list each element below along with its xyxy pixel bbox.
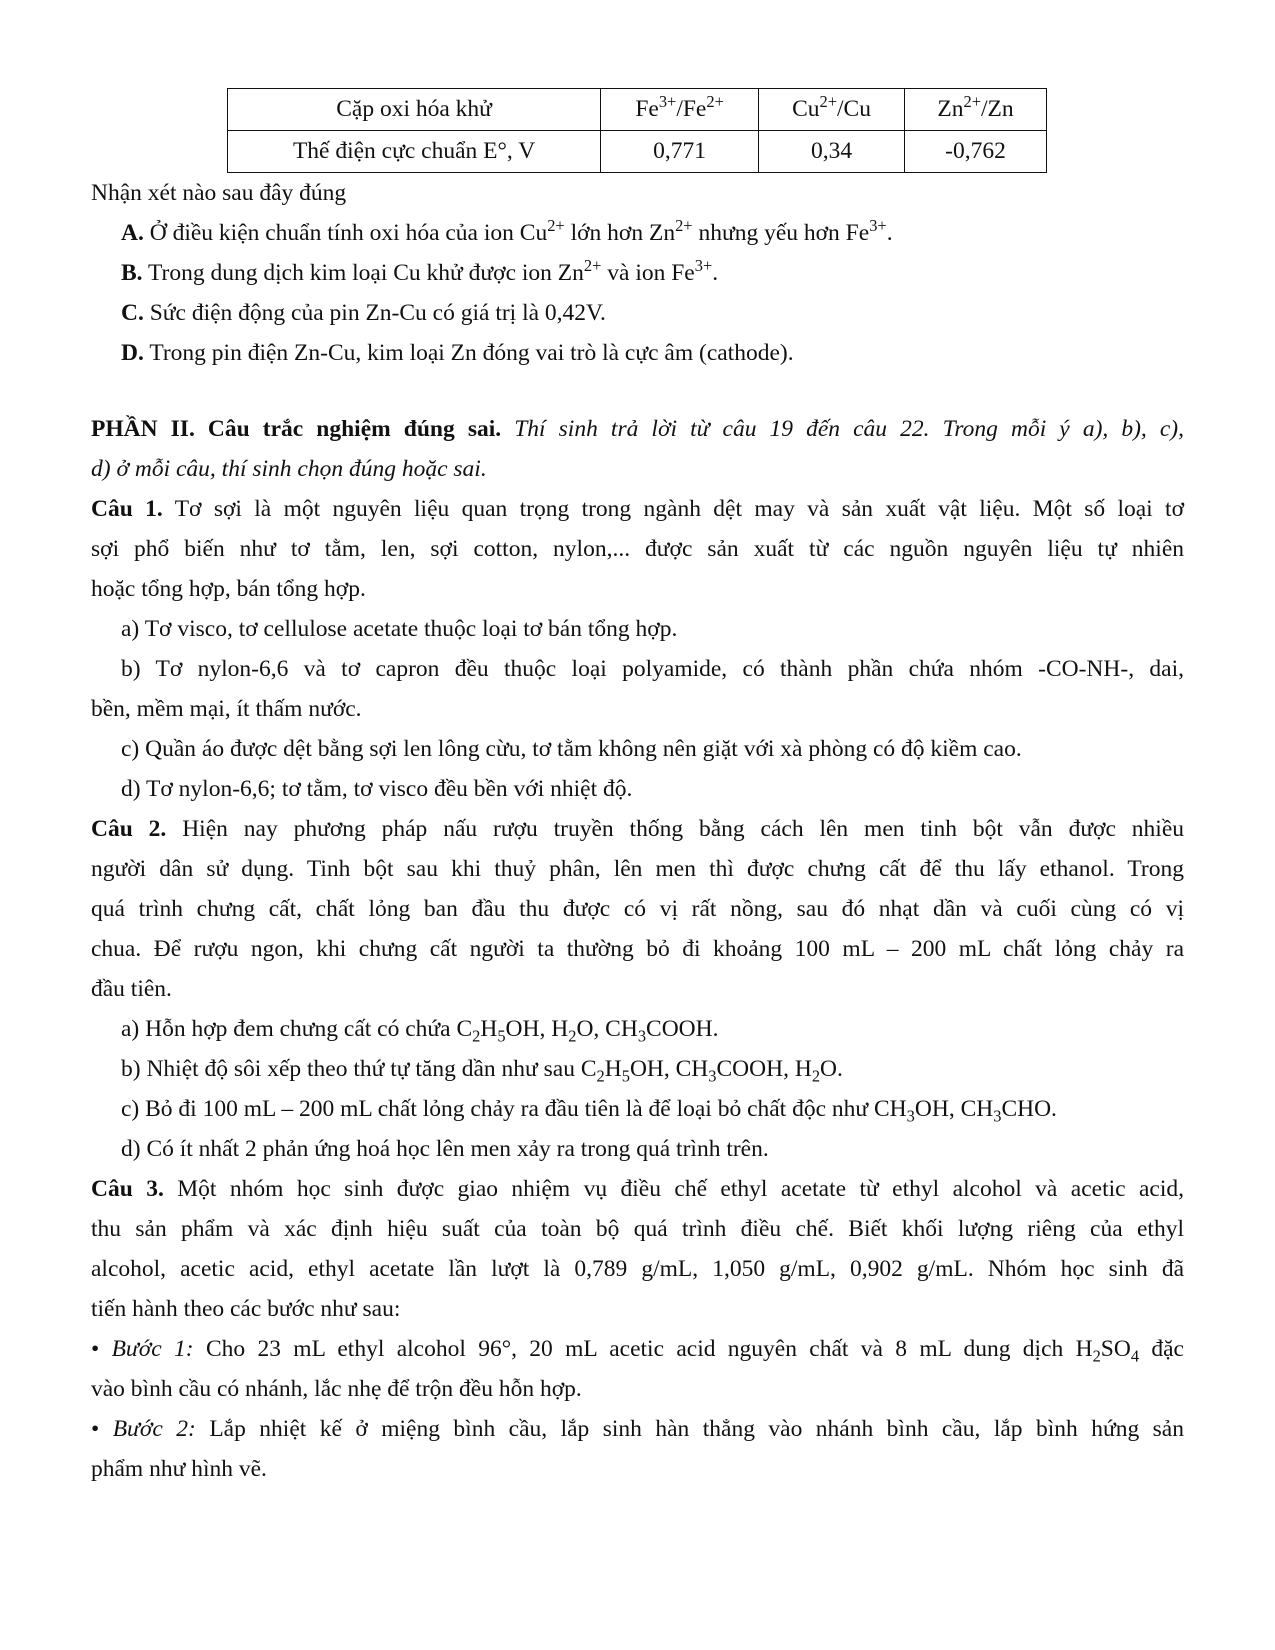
q3-step2: • Bước 2: Lắp nhiệt kế ở miệng bình cầu, lắp sinh hàn thẳng vào nhánh bình cầu, lắp bình hứng sản bbox=[91, 1416, 1184, 1442]
part2-instruction: Thí sinh trả lời từ câu 19 đến câu 22. Trong mỗi ý a), b), c), bbox=[514, 416, 1185, 442]
option-d: D. Trong pin điện Zn-Cu, kim loại Zn đóng vai trò là cực âm (cathode). bbox=[121, 340, 794, 366]
q3-stem-line2: thu sản phẩm và xác định hiệu suất của toàn bộ quá trình điều chế. Biết khối lượng riêng của ethyl bbox=[91, 1216, 1184, 1242]
q3-step1-cont: vào bình cầu có nhánh, lắc nhẹ để trộn đều hỗn hợp. bbox=[91, 1376, 582, 1402]
q1-stem-line2: sợi phổ biến như tơ tằm, len, sợi cotton, nylon,... được sản xuất từ các nguồn nguyên liệu tự nhiên bbox=[91, 536, 1184, 562]
table-header-cu: $Cu^{2+}/Cu$ bbox=[759, 89, 905, 131]
table-row-label: Thế điện cực chuẩn E°, V bbox=[228, 131, 601, 173]
table-row bbox=[228, 131, 1047, 173]
q2-statement-d: d) Có ít nhất 2 phản ứng hoá học lên men xảy ra trong quá trình trên. bbox=[121, 1136, 769, 1162]
table-header-zn: $Zn^{2+}/Zn$ bbox=[905, 89, 1047, 131]
table-cell-fe: 0,771 bbox=[601, 131, 759, 173]
q2-stem-line1: Câu 2. Hiện nay phương pháp nấu rượu truyền thống bằng cách lên men tinh bột vẫn được nhiều bbox=[91, 816, 1185, 842]
q1-statement-c: c) Quần áo được dệt bằng sợi len lông cừu, tơ tằm không nên giặt với xà phòng có độ kiềm cao. bbox=[121, 736, 1022, 762]
table-header-pair: Cặp oxi hóa khử bbox=[228, 89, 601, 131]
q1-statement-b: b) Tơ nylon-6,6 và tơ capron đều thuộc loại polyamide, có thành phần chứa nhóm -CO-NH-, dai, bbox=[121, 656, 1184, 682]
q2-stem-line5: đầu tiên. bbox=[91, 976, 172, 1002]
q1-statement-b-cont: bền, mềm mại, ít thấm nước. bbox=[91, 696, 362, 722]
table-cell-cu: 0,34 bbox=[759, 131, 905, 173]
electrode-potential-table bbox=[227, 88, 1047, 173]
q3-step1: • Bước 1: Cho 23 mL ethyl alcohol 96°, 20 mL acetic acid nguyên chất và 8 mL dung dịch $H_2SO_4$ đặc bbox=[91, 1336, 1184, 1366]
option-b: B. Trong dung dịch kim loại Cu khử được ion $Zn^{2+}$ và ion $Fe^{3+}$. bbox=[121, 256, 719, 286]
q2-statement-c: c) Bỏ đi 100 mL – 200 mL chất lỏng chảy ra đầu tiên là để loại bỏ chất độc như $CH_3OH$, $CH_3CHO$. bbox=[121, 1096, 1057, 1126]
option-c: C. Sức điện động của pin Zn-Cu có giá trị là 0,42V. bbox=[121, 300, 606, 326]
q2-statement-a: a) Hỗn hợp đem chưng cất có chứa $C_2H_5OH$, $H_2O$, $CH_3COOH$. bbox=[121, 1016, 719, 1046]
table-header-row bbox=[228, 89, 1047, 131]
option-a: A. Ở điều kiện chuẩn tính oxi hóa của ion $Cu^{2+}$ lớn hơn $Zn^{2+}$ nhưng yếu hơn $Fe^{3+}$. bbox=[121, 216, 893, 246]
table-header-fe: $Fe^{3+}/Fe^{2+}$ bbox=[601, 89, 759, 131]
q3-stem-line1: Câu 3. Một nhóm học sinh được giao nhiệm vụ điều chế ethyl acetate từ ethyl alcohol và acetic acid, bbox=[91, 1176, 1184, 1202]
q3-stem-line4: tiến hành theo các bước như sau: bbox=[91, 1296, 401, 1322]
q2-statement-b: b) Nhiệt độ sôi xếp theo thứ tự tăng dần như sau $C_2H_5OH$, $CH_3COOH$, $H_2O$. bbox=[121, 1056, 843, 1086]
q1-statement-a: a) Tơ visco, tơ cellulose acetate thuộc loại tơ bán tổng hợp. bbox=[121, 616, 678, 642]
q1-statement-d: d) Tơ nylon-6,6; tơ tằm, tơ visco đều bền với nhiệt độ. bbox=[121, 776, 633, 802]
q2-stem-line4: chua. Để rượu ngon, khi chưng cất người ta thường bỏ đi khoảng 100 mL – 200 mL chất lỏng chảy ra bbox=[91, 936, 1184, 962]
part2-heading-line1 bbox=[91, 409, 1184, 449]
part2-title: PHẦN II. Câu trắc nghiệm đúng sai. bbox=[91, 416, 502, 442]
table-cell-zn: -0,762 bbox=[905, 131, 1047, 173]
q2-stem-line3: quá trình chưng cất, chất lỏng ban đầu thu được có vị rất nồng, sau đó nhạt dần và cuối cùng có vị bbox=[91, 896, 1184, 922]
q2-stem-line2: người dân sử dụng. Tinh bột sau khi thuỷ phân, lên men thì được chưng cất để thu lấy ethanol. Trong bbox=[91, 856, 1184, 882]
q3-stem-line3: alcohol, acetic acid, ethyl acetate lần lượt là 0,789 g/mL, 1,050 g/mL, 0,902 g/mL. Nhóm học sinh đã bbox=[91, 1256, 1184, 1282]
question-prompt: Nhận xét nào sau đây đúng bbox=[91, 180, 347, 206]
document-page bbox=[91, 88, 1184, 1489]
part2-heading-line2: d) ở mỗi câu, thí sinh chọn đúng hoặc sai. bbox=[91, 456, 487, 482]
q3-step2-cont: phẩm như hình vẽ. bbox=[91, 1456, 267, 1482]
q1-stem-line3: hoặc tổng hợp, bán tổng hợp. bbox=[91, 576, 366, 602]
q1-stem-line1: Câu 1. Tơ sợi là một nguyên liệu quan trọng trong ngành dệt may và sản xuất vật liệu. Một số loại tơ bbox=[91, 496, 1184, 522]
